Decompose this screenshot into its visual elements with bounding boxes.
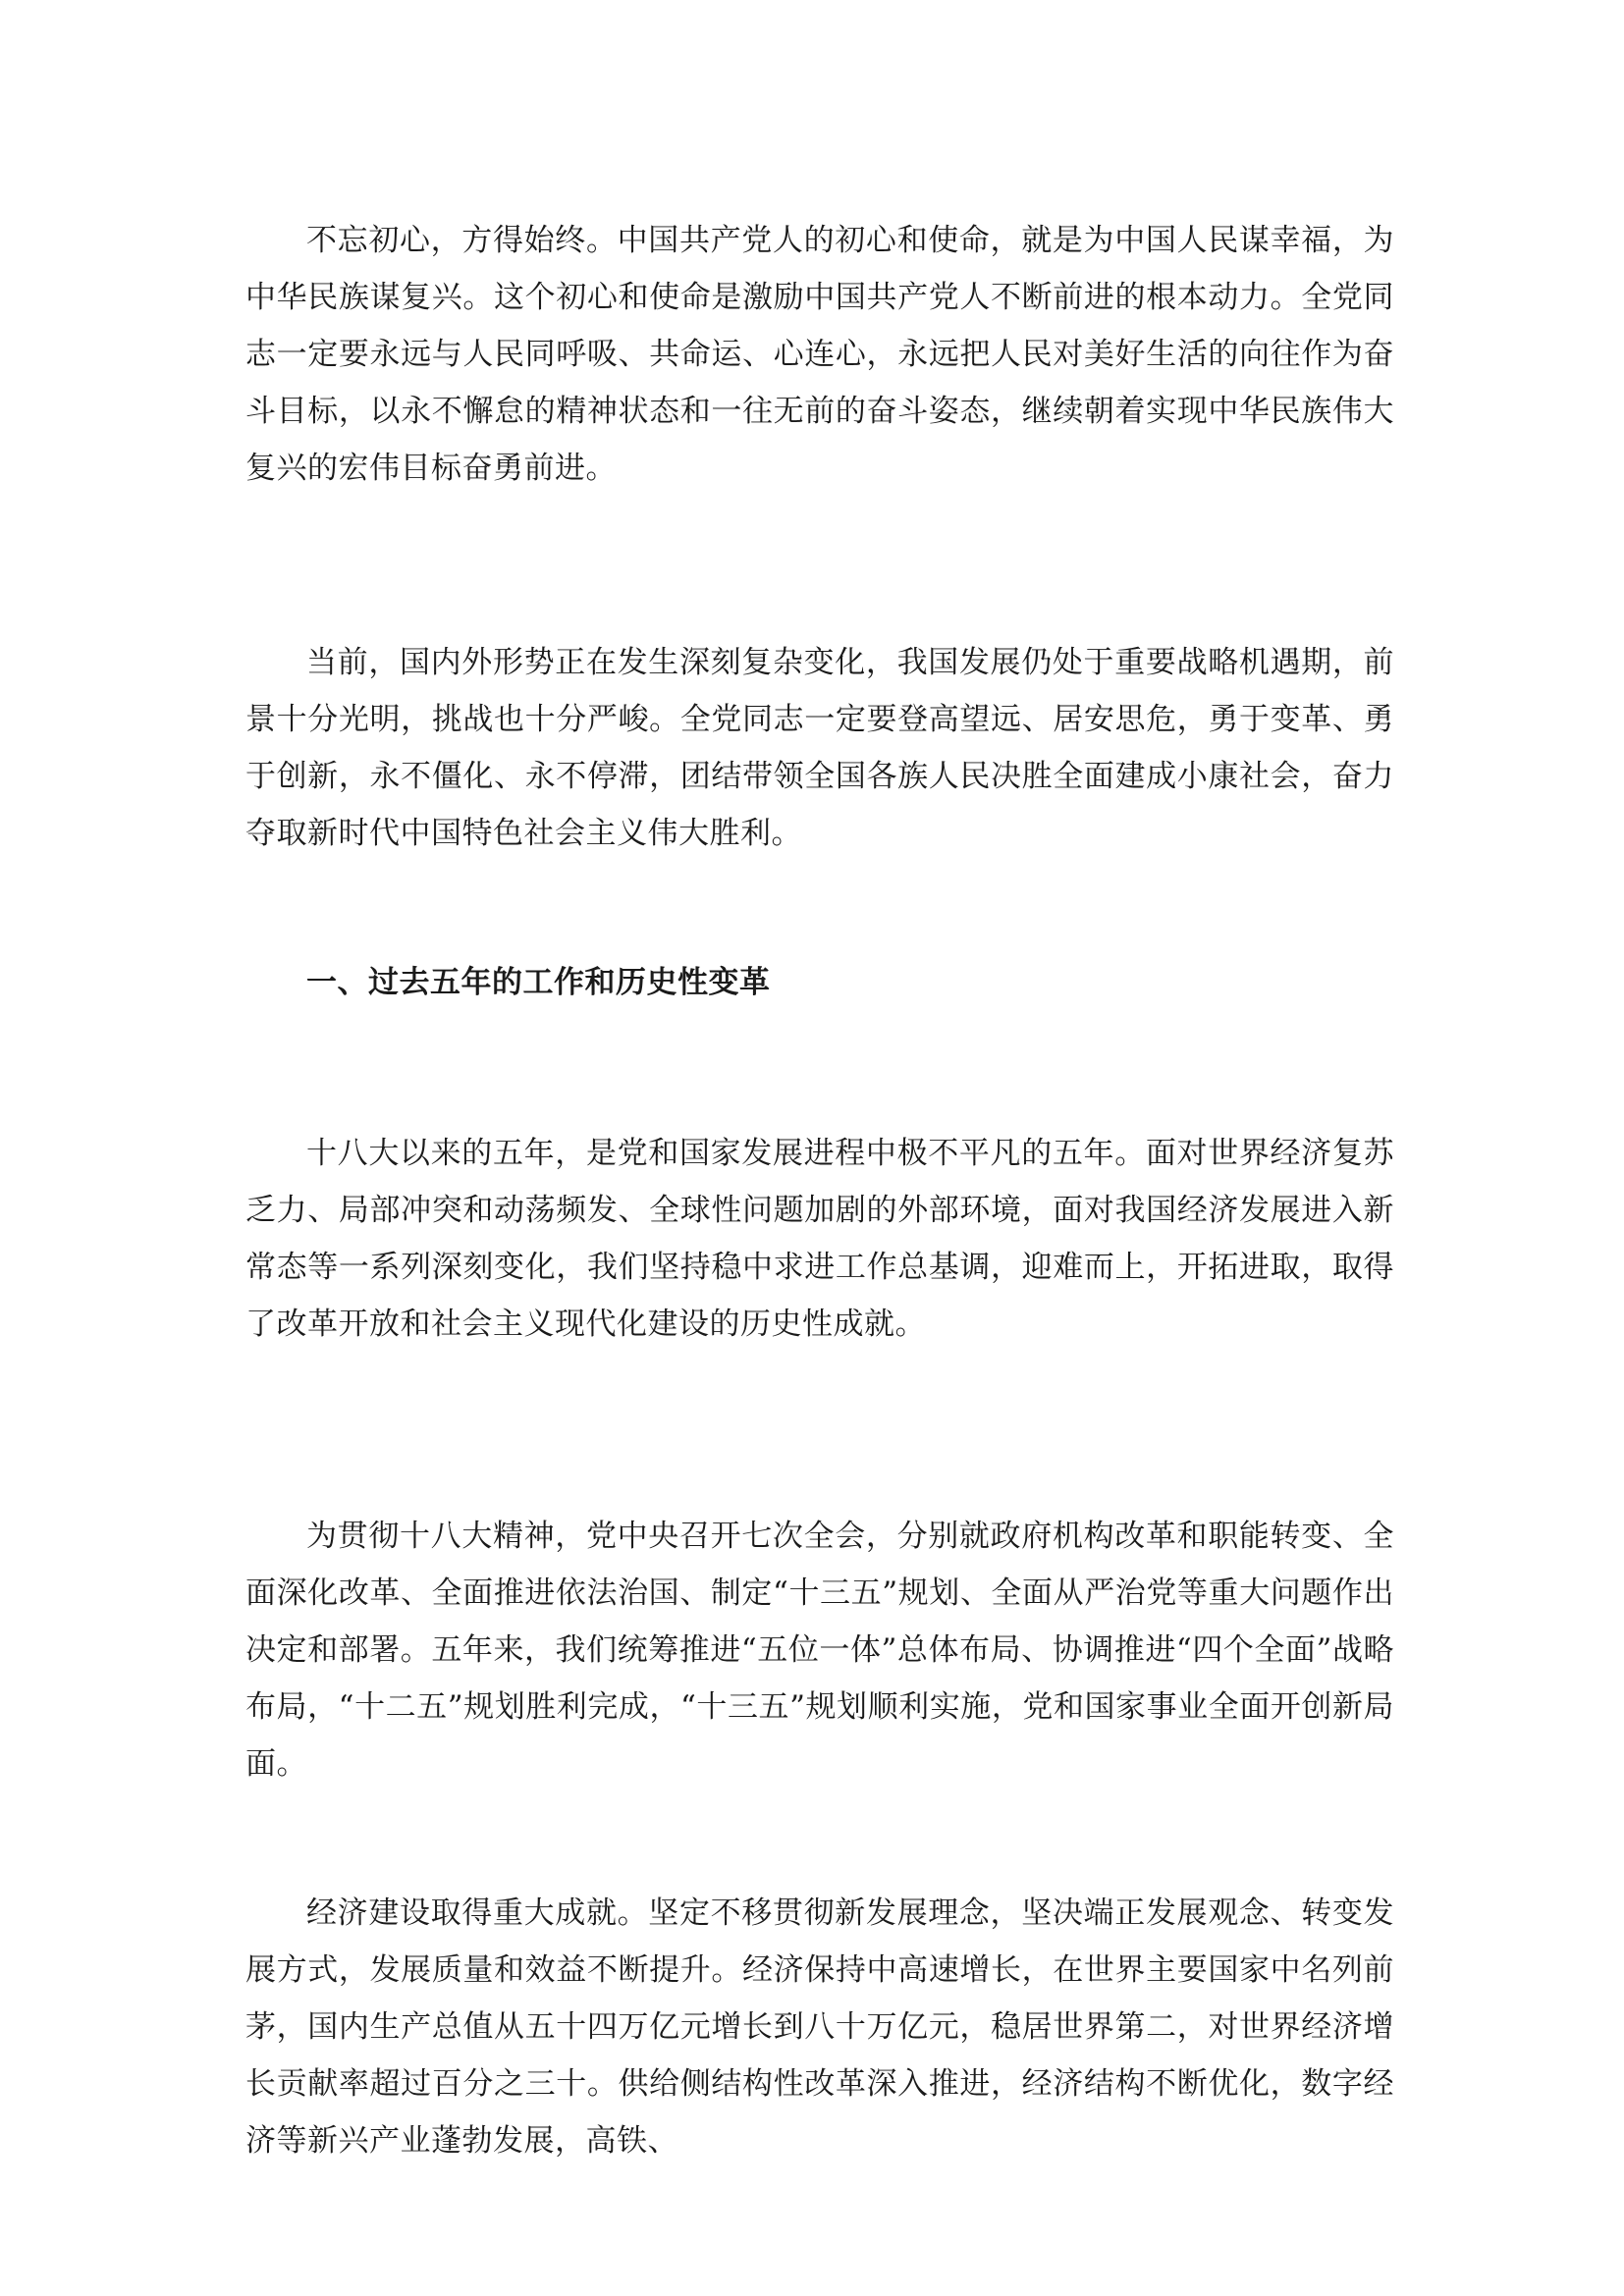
paragraph-current-situation: 当前，国内外形势正在发生深刻复杂变化，我国发展仍处于重要战略机遇期，前景十分光明，挑战也十分严峻。全党同志一定要登高望远、居安思危，勇于变革、勇于创新，永不僵化、永不停滞，团结带领全国各族人民决胜全面建成小康社会，奋力夺取新时代中国特色社会主义伟大胜利。 [245, 645, 1394, 851]
section-heading: 一、过去五年的工作和历史性变革 [306, 965, 771, 1000]
paragraph-original-aspiration: 不忘初心，方得始终。中国共产党人的初心和使命，就是为中国人民谋幸福，为中华民族谋复兴。这个初心和使命是激励中国共产党人不断前进的根本动力。全党同志一定要永远与人民同呼吸、共命运、心连心，永远把人民对美好生活的向往作为奋斗目标，以永不懈怠的精神状态和一往无前的奋斗姿态，继续朝着实现中华民族伟大复兴的宏伟目标奋勇前进。 [245, 223, 1394, 486]
paragraph-plenary-sessions: 为贯彻十八大精神，党中央召开七次全会，分别就政府机构改革和职能转变、全面深化改革、全面推进依法治国、制定“十三五”规划、全面从严治党等重大问题作出决定和部署。五年来，我们统筹推进“五位一体”总体布局、协调推进“四个全面”战略布局，“十二五”规划胜利完成，“十三五”规划顺利实施，党和国家事业全面开创新局面。 [245, 1519, 1394, 1782]
paragraph-economic-achievements: 经济建设取得重大成就。坚定不移贯彻新发展理念，坚决端正发展观念、转变发展方式，发展质量和效益不断提升。经济保持中高速增长，在世界主要国家中名列前茅，国内生产总值从五十四万亿元增长到八十万亿元，稳居世界第二，对世界经济增长贡献率超过百分之三十。供给侧结构性改革深入推进，经济结构不断优化，数字经济等新兴产业蓬勃发展，高铁、 [245, 1896, 1394, 2159]
paragraph-five-years: 十八大以来的五年，是党和国家发展进程中极不平凡的五年。面对世界经济复苏乏力、局部冲突和动荡频发、全球性问题加剧的外部环境，面对我国经济发展进入新常态等一系列深刻变化，我们坚持稳中求进工作总基调，迎难而上，开拓进取，取得了改革开放和社会主义现代化建设的历史性成就。 [245, 1136, 1394, 1342]
